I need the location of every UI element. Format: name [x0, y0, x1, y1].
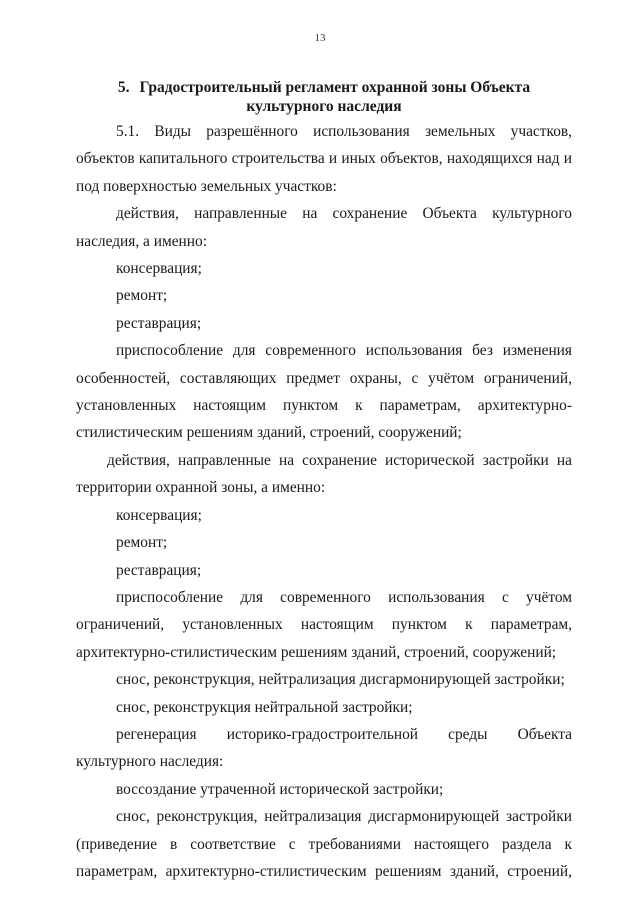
- section-title: Градостроительный регламент охранной зоны Объекта культурного наследия: [139, 79, 531, 115]
- paragraph-actions-historic: действия, направленные на сохранение исторической застройки на территории охранной зоны, а именно:: [76, 451, 572, 497]
- section-heading: [76, 78, 572, 116]
- list-item-adaptation: приспособление для современного использования без изменения особенностей, составляющих предмет охраны, с учётом ограничений, установленных настоящим пунктом к параметрам, архитектурно-стилистическим решениям зданий, строений, сооружений;: [76, 342, 572, 442]
- list-item-conservation-2: консервация;: [116, 506, 202, 524]
- list-item-recreation: воссоздание утраченной исторической застройки;: [116, 780, 444, 798]
- paragraph-actions-object: действия, направленные на сохранение Объекта культурного наследия, а именно:: [76, 205, 572, 250]
- list-item-conservation: консервация;: [116, 260, 202, 278]
- list-item-adaptation-2: приспособление для современного использования с учётом ограничений, установленных настоящим пунктом к параметрам, архитектурно-стилистическим решениям зданий, строений, сооружений;: [76, 588, 572, 661]
- paragraph-5-1-intro: 5.1. Виды разрешённого использования земельных участков, объектов капитального строительства и иных объектов, находящихся над и под поверхностью земельных участков:: [76, 123, 572, 195]
- paragraph-regeneration: регенерация историко-градостроительной среды Объекта культурного наследия:: [76, 725, 572, 771]
- list-item-repair-2: ремонт;: [116, 534, 168, 552]
- list-item-demolition-compliance: снос, реконструкция, нейтрализация дисгармонирующей застройки (приведение в соответствие с требованиями настоящего раздела к параметрам, архитектурно-стилистическим решениям зданий, строений,: [76, 808, 572, 880]
- page-number: 13: [314, 32, 326, 44]
- section-number: 5.: [117, 79, 130, 96]
- list-item-restoration-2: реставрация;: [116, 561, 202, 579]
- list-item-demolition-neutral: снос, реконструкция нейтральной застройки;: [116, 698, 413, 716]
- document-body: [76, 118, 572, 885]
- list-item-demolition-disharmonious: снос, реконструкция, нейтрализация дисгармонирующей застройки;: [116, 671, 565, 689]
- list-item-repair: ремонт;: [116, 287, 168, 305]
- list-item-restoration: реставрация;: [116, 314, 202, 332]
